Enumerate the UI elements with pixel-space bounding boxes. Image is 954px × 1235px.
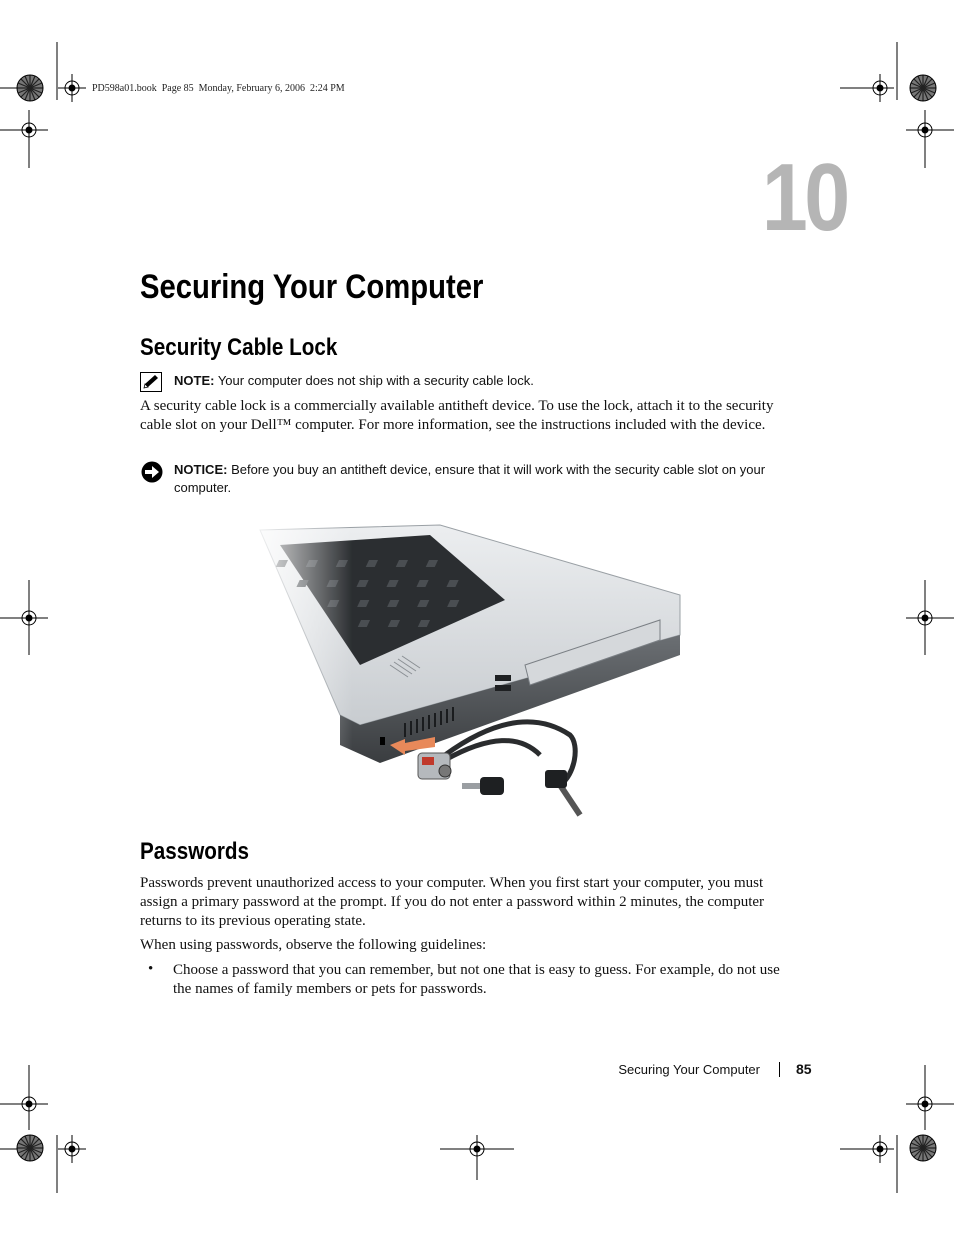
notice-body [174,461,790,497]
chapter-number: 10 [762,144,847,251]
note-body [174,372,790,390]
bullet-marker: • [148,961,154,977]
section-heading-passwords: Passwords [140,838,249,865]
notice-label: NOTICE: [174,462,228,477]
page-number: 85 [796,1061,812,1077]
footer-divider [779,1062,780,1077]
list-item: Choose a password that you can remember, but not one that is easy to guess. For example, do not use the names of family members or pets for passwords. [173,962,780,997]
passwords-guidelines-intro: When using passwords, observe the following guidelines: [140,937,487,953]
pencil-note-icon [140,372,162,397]
note-callout [140,372,790,392]
notice-text: Before you buy an antitheft device, ensure that it will work with the security cable slot on your computer. [174,462,766,495]
note-label: NOTE: [174,373,215,388]
print-slug: PD598a01.book Page 85 Monday, February 6, 2006 2:24 PM [92,83,345,94]
chapter-title: Securing Your Computer [140,268,484,306]
arrow-notice-icon [140,461,164,488]
cable-lock-paragraph: A security cable lock is a commercially available antitheft device. To use the lock, attach it to the security cable slot on your Dell™ computer. For more information, see the instructions included with the device. [140,398,774,433]
section-heading-cable-lock: Security Cable Lock [140,334,338,361]
note-text: Your computer does not ship with a security cable lock. [214,373,534,388]
security-cable-lock-illustration [240,515,690,825]
passwords-paragraph: Passwords prevent unauthorized access to your computer. When you first start your computer, you must assign a primary password at the prompt. If you do not enter a password within 2 minutes, the computer returns to its previous operating state. [140,875,765,929]
footer-running-title: Securing Your Computer [618,1062,760,1077]
notice-callout [140,461,790,501]
